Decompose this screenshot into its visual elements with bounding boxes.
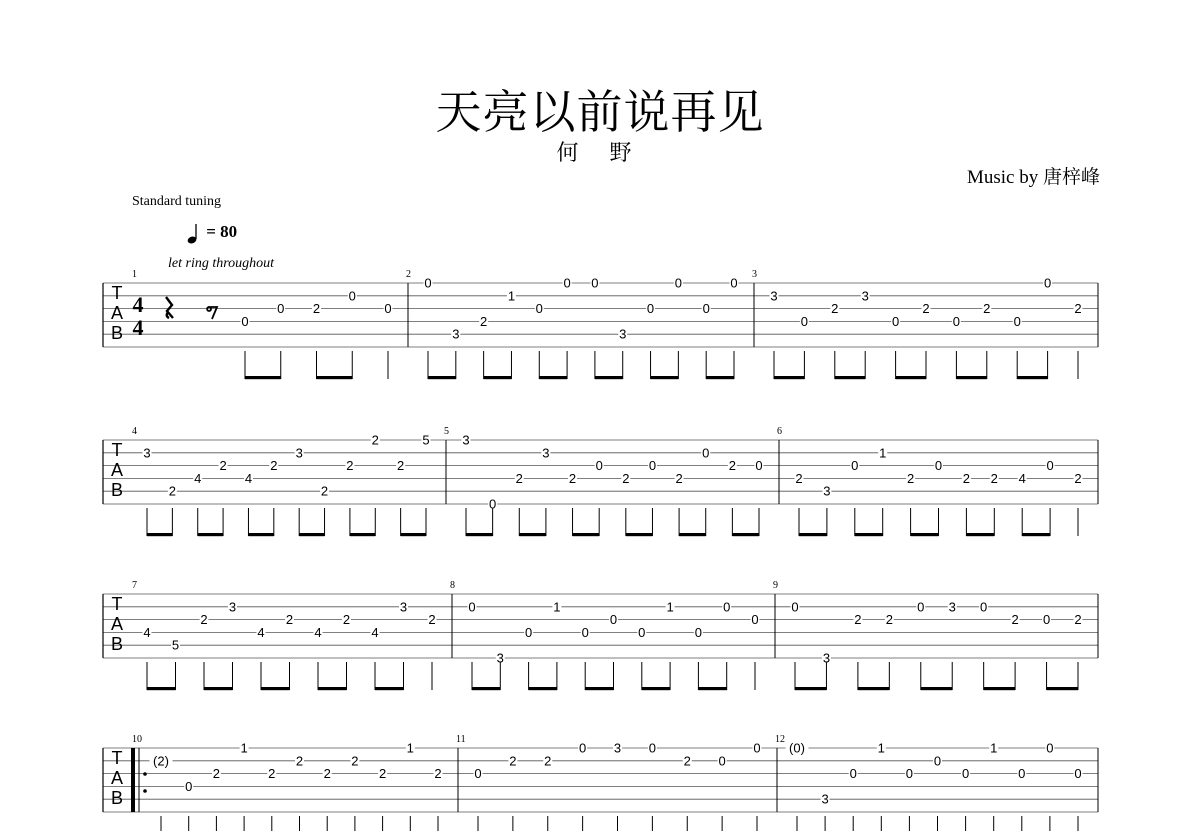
tab-clef-letter: A	[110, 303, 124, 323]
eighth-beam	[299, 533, 324, 536]
fret-number: 1	[666, 599, 674, 615]
fret-number: 2	[268, 766, 276, 782]
fret-number: 0	[800, 313, 809, 329]
fret-number: 2	[270, 458, 278, 474]
measure-number: 4	[132, 426, 137, 437]
eighth-beam	[956, 376, 986, 379]
fret-number: 0	[952, 313, 961, 329]
fret-number: 2	[728, 458, 736, 474]
fret-number: 1	[507, 288, 516, 304]
fret-number: 0	[489, 496, 497, 512]
fret-number: 5	[422, 432, 430, 448]
fret-number: 2	[683, 753, 691, 769]
fret-number: 2	[906, 470, 915, 486]
eighth-beam	[679, 533, 706, 536]
fret-number: 0	[524, 624, 533, 640]
eighth-beam	[248, 533, 273, 536]
fret-number: 4	[314, 624, 322, 640]
fret-number: 2	[295, 753, 304, 769]
tab-clef-letter: T	[111, 748, 123, 768]
fret-number: 2	[378, 766, 387, 782]
fret-number: 0	[1074, 766, 1082, 782]
eighth-beam	[855, 533, 883, 536]
fret-number: 3	[143, 445, 151, 461]
eighth-beam	[774, 376, 804, 379]
time-signature-numerator: 4	[132, 292, 144, 317]
eighth-beam	[984, 687, 1015, 690]
tab-clef-letter: T	[111, 594, 123, 614]
fret-number: 2	[219, 458, 227, 474]
fret-number: 3	[542, 445, 550, 461]
fret-number: 2	[285, 612, 294, 628]
fret-number: 2	[480, 313, 488, 329]
fret-number: 0	[718, 753, 726, 769]
fret-number: 0	[851, 458, 859, 474]
fret-number: 3	[613, 740, 622, 756]
fret-number: 0	[591, 275, 599, 291]
fret-number: 3	[770, 288, 778, 304]
fret-number: 2	[854, 612, 862, 628]
fret-number: 2	[323, 766, 331, 782]
fret-number: 3	[821, 791, 829, 807]
fret-number: 0	[1043, 275, 1052, 291]
fret-number: 2	[675, 470, 683, 486]
measure-number: 7	[132, 580, 137, 591]
fret-number: 2	[312, 301, 321, 317]
fret-number: 4	[244, 470, 253, 486]
eighth-beam	[375, 687, 404, 690]
quarter-rest-icon	[166, 297, 173, 318]
eighth-beam	[799, 533, 827, 536]
fret-number: 2	[622, 470, 630, 486]
fret-number: 0	[694, 624, 703, 640]
eighth-beam	[626, 533, 653, 536]
fret-number: 2	[1074, 301, 1082, 317]
tab-clef-letter: A	[110, 460, 124, 480]
fret-number: 0	[961, 766, 970, 782]
fret-number: 2	[795, 470, 803, 486]
fret-number: 0	[723, 599, 731, 615]
tab-clef-letter: B	[110, 788, 124, 808]
eighth-beam	[573, 533, 600, 536]
fret-number: 2	[885, 612, 893, 628]
fret-number: 1	[990, 740, 998, 756]
fret-number: 2	[983, 301, 991, 317]
fret-number: 2	[200, 612, 208, 628]
eighth-beam	[1022, 533, 1050, 536]
fret-number: 2	[320, 483, 329, 499]
eighth-beam	[317, 376, 353, 379]
fret-number: 0	[934, 458, 943, 474]
fret-number: 2	[371, 432, 379, 448]
eighth-beam	[1047, 687, 1078, 690]
composer-credit: Music by 唐梓峰	[966, 167, 1100, 188]
fret-number: 0	[424, 275, 432, 291]
eighth-beam	[472, 687, 500, 690]
fret-number: 3	[228, 599, 237, 615]
fret-number: 0	[185, 778, 193, 794]
fret-number: 3	[823, 483, 831, 499]
fret-number: 0	[384, 301, 392, 317]
fret-number: 0	[891, 313, 900, 329]
eighth-beam	[245, 376, 281, 379]
repeat-dot	[143, 789, 147, 793]
measure-number: 10	[132, 734, 142, 745]
fret-number: 1	[553, 599, 561, 615]
fret-number: 2	[515, 470, 523, 486]
measure-number: 8	[450, 580, 455, 591]
fret-number: 0	[648, 740, 656, 756]
fret-number: 3	[452, 326, 460, 342]
artist-name: 何 野	[556, 141, 644, 166]
fret-number: 2	[434, 766, 442, 782]
fret-number: 0	[646, 301, 655, 317]
tab-clef-letter: B	[110, 323, 124, 343]
eighth-beam	[642, 687, 670, 690]
fret-number: 0	[1046, 740, 1054, 756]
eighth-beam	[698, 687, 726, 690]
eighth-beam	[911, 533, 939, 536]
eighth-beam	[147, 533, 172, 536]
fret-number: 0	[241, 313, 249, 329]
fret-number: 0	[609, 612, 618, 628]
fret-number: 2	[168, 483, 176, 499]
fret-number: 3	[496, 650, 504, 666]
fret-number: 1	[877, 740, 885, 756]
fret-number: 3	[462, 432, 470, 448]
eighth-beam	[835, 376, 865, 379]
fret-number: 0	[905, 766, 914, 782]
eighth-beam	[966, 533, 994, 536]
fret-number: 0	[702, 301, 710, 317]
fret-number: 0	[849, 766, 857, 782]
fret-number: 3	[948, 599, 956, 615]
measure-number: 2	[406, 269, 411, 280]
fret-number: 0	[753, 740, 761, 756]
eighth-beam	[921, 687, 952, 690]
fret-number: 5	[171, 637, 180, 653]
eighth-beam	[585, 687, 613, 690]
repeat-dot	[143, 772, 147, 776]
fret-number: 2	[346, 458, 354, 474]
tab-clef-letter: T	[111, 440, 123, 460]
fret-number: 2	[544, 753, 552, 769]
fret-number: 3	[399, 599, 408, 615]
fret-number: 0	[1046, 458, 1054, 474]
tab-clef-letter: T	[111, 283, 123, 303]
fret-number: 2	[1074, 612, 1082, 628]
fret-number: 2	[990, 470, 998, 486]
fret-number: 4	[143, 624, 151, 640]
eighth-beam	[595, 376, 623, 379]
eighth-beam	[651, 376, 679, 379]
eighth-beam	[1017, 376, 1047, 379]
tempo-value: = 80	[206, 222, 238, 241]
measure-number: 5	[444, 426, 449, 437]
fret-number: 0	[730, 275, 738, 291]
measure-number: 6	[777, 426, 782, 437]
fret-number: 0	[702, 445, 710, 461]
fret-number: 0	[563, 275, 571, 291]
eighth-beam	[795, 687, 826, 690]
fret-number: 2	[962, 470, 971, 486]
fret-number: 0	[348, 288, 356, 304]
eighth-beam	[198, 533, 223, 536]
tab-clef-letter: A	[110, 614, 124, 634]
let-ring-instruction: let ring throughout	[168, 256, 275, 271]
time-signature-denominator: 4	[132, 315, 144, 340]
eighth-beam	[519, 533, 546, 536]
fret-number: 0	[980, 599, 988, 615]
fret-number: 1	[879, 445, 887, 461]
fret-number: 2	[212, 766, 221, 782]
fret-number: 0	[674, 275, 682, 291]
fret-number: 2	[342, 612, 351, 628]
fret-number: 3	[822, 650, 831, 666]
fret-number: 0	[595, 458, 603, 474]
fret-number: 4	[257, 624, 265, 640]
song-title: 天亮以前说再见	[435, 85, 765, 139]
fret-number: 0	[917, 599, 925, 615]
eighth-beam	[706, 376, 734, 379]
eighth-beam	[350, 533, 375, 536]
fret-number: 0	[638, 624, 646, 640]
fret-number: (0)	[789, 740, 805, 756]
eighth-beam	[484, 376, 512, 379]
eighth-beam	[858, 687, 889, 690]
eighth-beam	[896, 376, 926, 379]
fret-number: 2	[1011, 612, 1019, 628]
eighth-beam	[261, 687, 290, 690]
eighth-beam	[428, 376, 456, 379]
fret-number: 0	[648, 458, 657, 474]
fret-number: 0	[933, 753, 942, 769]
eighth-beam	[466, 533, 493, 536]
fret-number: 3	[619, 326, 627, 342]
tab-clef-letter: A	[110, 768, 124, 788]
measure-number: 9	[773, 580, 778, 591]
fret-number: 2	[428, 612, 436, 628]
fret-number: 0	[791, 599, 799, 615]
fret-number: 2	[509, 753, 517, 769]
eighth-beam	[318, 687, 347, 690]
eighth-beam	[732, 533, 759, 536]
fret-number: 0	[1018, 766, 1026, 782]
fret-number: 0	[581, 624, 589, 640]
fret-number: 1	[240, 740, 248, 756]
eighth-beam	[147, 687, 176, 690]
fret-number: 0	[535, 301, 543, 317]
measure-number: 1	[132, 269, 137, 280]
fret-number: 3	[295, 445, 303, 461]
fret-number: 4	[1018, 470, 1026, 486]
fret-number: 1	[406, 740, 414, 756]
eighth-beam	[401, 533, 426, 536]
fret-number: 0	[579, 740, 587, 756]
fret-number: 0	[468, 599, 476, 615]
eighth-beam	[529, 687, 557, 690]
measure-number: 3	[752, 269, 757, 280]
eighth-beam	[539, 376, 567, 379]
measure-number: 11	[456, 734, 466, 745]
fret-number: 2	[1074, 470, 1082, 486]
fret-number: 2	[397, 458, 405, 474]
fret-number: 2	[831, 301, 839, 317]
fret-number: 2	[568, 470, 577, 486]
fret-number: 0	[751, 612, 759, 628]
fret-number: 3	[861, 288, 869, 304]
fret-number: 4	[371, 624, 379, 640]
fret-number: 0	[277, 301, 285, 317]
fret-number: 0	[755, 458, 763, 474]
fret-number: 2	[351, 753, 359, 769]
fret-number: 0	[1042, 612, 1051, 628]
eighth-beam	[204, 687, 233, 690]
tuning-label: Standard tuning	[132, 194, 222, 209]
tab-clef-letter: B	[110, 480, 124, 500]
fret-number: (2)	[153, 753, 169, 769]
tab-clef-letter: B	[110, 634, 124, 654]
fret-number: 4	[194, 470, 202, 486]
fret-number: 0	[474, 766, 482, 782]
fret-number: 0	[1013, 313, 1021, 329]
fret-number: 2	[922, 301, 930, 317]
measure-number: 12	[775, 734, 785, 745]
